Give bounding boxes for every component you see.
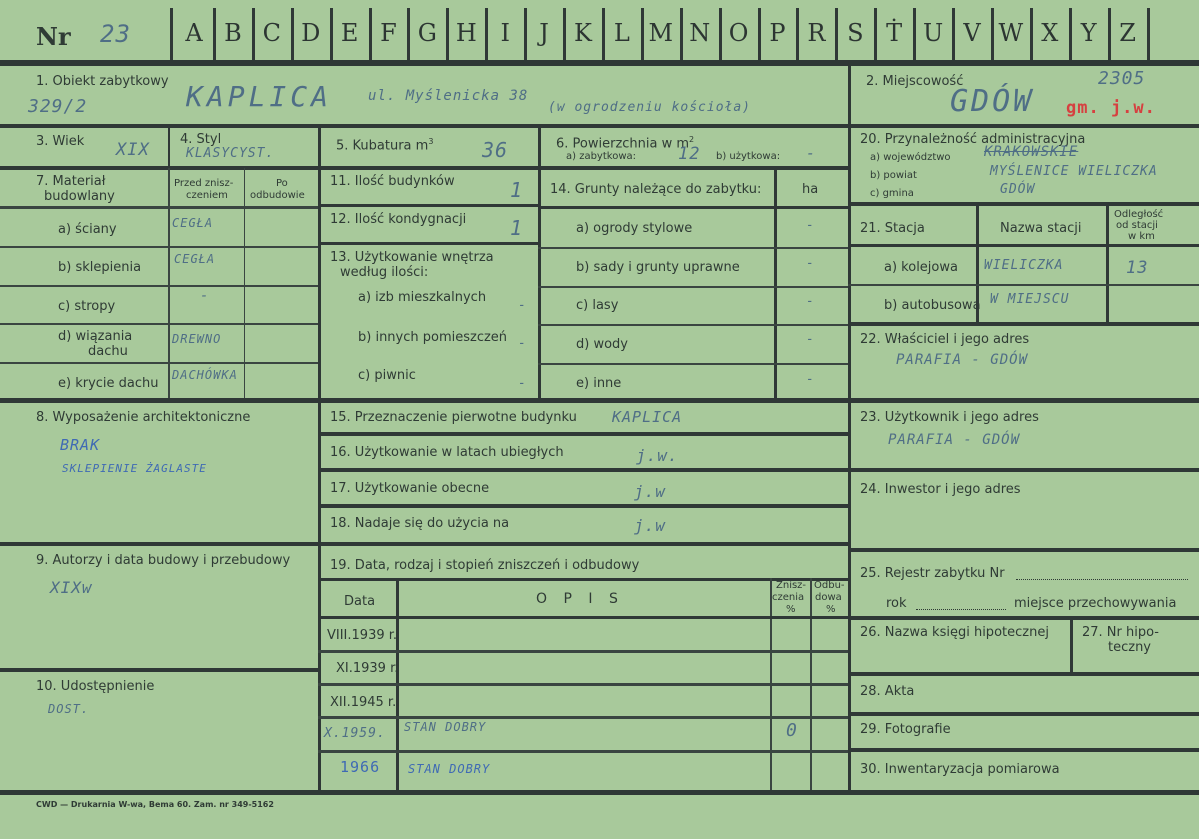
index-letter-24: Z (1119, 19, 1136, 47)
index-letter-9: J (539, 19, 549, 47)
f14-label: 14. Grunty należące do zabytku: (550, 182, 762, 197)
f16-value: j.w. (636, 446, 679, 465)
f7-col2a: Po (276, 178, 288, 189)
f8-label: 8. Wyposażenie architektoniczne (36, 410, 251, 425)
f7-col1b: czeniem (186, 190, 228, 201)
f12-label: 12. Ilość kondygnacji (330, 212, 467, 227)
f7-row-e-value: DACHÓWKA (172, 368, 238, 382)
index-separator (1147, 8, 1150, 60)
f10-label: 10. Udostępnienie (36, 679, 155, 694)
f2-gmina: gm. j.w. (1066, 98, 1156, 118)
f7-label2: budowlany (44, 189, 115, 204)
f19-row1-date: VIII.1939 r. (327, 628, 398, 643)
f7-row-d-label2: dachu (88, 344, 128, 359)
index-letter-18: Ṫ (886, 19, 903, 47)
index-letter-4: E (340, 19, 359, 47)
f21-b-label: b) autobusowa (884, 298, 981, 313)
f7-col2b: odbudowie (250, 190, 305, 201)
f12-value: 1 (510, 216, 524, 240)
f21-a-km: 13 (1126, 258, 1149, 278)
f7-row-a-value: CEGŁA (172, 216, 214, 230)
f7-row-d-value: DREWNO (172, 332, 222, 346)
f16-label: 16. Użytkowanie w latach ubiegłych (330, 445, 564, 460)
index-letter-14: O (728, 19, 749, 47)
f14-unit: ha (802, 182, 819, 197)
index-letter-8: I (500, 19, 510, 47)
index-letter-13: N (689, 19, 711, 47)
f13-b-value: - (518, 336, 527, 351)
index-letter-22: X (1041, 19, 1059, 47)
f13-a-value: - (518, 298, 527, 313)
f6-a-label: a) zabytkowa: (566, 151, 636, 162)
f14-b-value: - (806, 256, 815, 271)
f19-col-opis: O P I S (536, 591, 624, 607)
f19-label: 19. Data, rodzaj i stopień zniszczeń i odbudowy (330, 558, 640, 573)
index-letter-17: S (847, 19, 864, 47)
f20-c-value: GDÓW (1000, 182, 1036, 197)
f1-ref: 329/2 (28, 96, 88, 117)
f23-label: 23. Użytkownik i jego adres (860, 410, 1039, 425)
f10-value: DOST. (48, 702, 90, 716)
f14-d-label: d) wody (576, 337, 628, 352)
f25-miejsce: miejsce przechowywania (1014, 596, 1177, 611)
index-letter-11: L (613, 19, 630, 47)
f13-b-label: b) innych pomieszczeń (358, 330, 508, 345)
f14-c-value: - (806, 294, 815, 309)
f14-a-value: - (806, 218, 815, 233)
f19-col-o1: Odbu- (814, 580, 845, 591)
f13-a-label: a) izb mieszkalnych (358, 290, 487, 305)
f26-label: 26. Nazwa księgi hipotecznej (860, 625, 1049, 640)
f19-row2-date: XI.1939 r. (336, 661, 399, 676)
f19-col-o3: % (826, 604, 836, 615)
f13-c-label: c) piwnic (358, 368, 416, 383)
f17-label: 17. Użytkowanie obecne (330, 481, 490, 496)
f27-label2: teczny (1108, 640, 1151, 655)
f1-value: KAPLICA (186, 80, 333, 113)
f23-value: PARAFIA - GDÓW (888, 432, 1021, 448)
f13-label2: według ilości: (340, 265, 429, 280)
nr-label: Nr (36, 22, 71, 51)
f9-label: 9. Autorzy i data budowy i przebudowy (36, 553, 291, 568)
f13-c-value: - (518, 376, 527, 391)
f7-row-b-value: CEGŁA (174, 252, 216, 266)
f2-value: GDÓW (950, 84, 1035, 119)
f17-value: j.w (634, 482, 666, 501)
f20-b-value: MYŚLENICE WIELICZKA (990, 164, 1158, 179)
f19-col-data: Data (344, 594, 376, 609)
f2-label: 2. Miejscowość (866, 74, 964, 89)
f24-label: 24. Inwestor i jego adres (860, 482, 1021, 497)
f7-row-c-label: c) stropy (58, 299, 116, 314)
f27-label1: 27. Nr hipo- (1082, 625, 1159, 640)
f25-label: 25. Rejestr zabytku Nr (860, 566, 1005, 581)
index-letter-6: G (417, 19, 437, 47)
f13-label1: 13. Użytkowanie wnętrza (330, 250, 494, 265)
index-letter-0: A (185, 19, 203, 47)
f18-value: j.w (634, 516, 666, 535)
index-letter-2: C (262, 19, 281, 47)
f7-row-e-label: e) krycie dachu (58, 376, 159, 391)
f22-value: PARAFIA - GDÓW (896, 352, 1029, 368)
f15-label: 15. Przeznaczenie pierwotne budynku (330, 410, 577, 425)
f14-b-label: b) sady i grunty uprawne (576, 260, 740, 275)
f21-col-d1: Odległość (1114, 209, 1164, 220)
f20-a-label: a) województwo (870, 152, 951, 163)
f21-a-label: a) kolejowa (884, 260, 958, 275)
f7-row-a-label: a) ściany (58, 222, 117, 237)
f3-value: XIX (116, 140, 150, 160)
index-letter-19: U (922, 19, 944, 47)
f30-label: 30. Inwentaryzacja pomiarowa (860, 762, 1060, 777)
f21-b-value: W MIEJSCU (990, 292, 1070, 307)
f7-row-d-label: d) wiązania (58, 329, 133, 344)
f5-value: 36 (482, 138, 509, 162)
f4-value: KLASYCYST. (186, 146, 275, 161)
f21-a-value: WIELICZKA (984, 258, 1064, 273)
f1-street: ul. Myślenicka 38 (368, 88, 529, 104)
f28-label: 28. Akta (860, 684, 915, 699)
f8-line1: BRAK (60, 436, 101, 454)
f14-a-label: a) ogrody stylowe (576, 221, 693, 236)
f14-e-value: - (806, 372, 815, 387)
f20-b-label: b) powiat (870, 170, 917, 181)
f22-label: 22. Właściciel i jego adres (860, 332, 1030, 347)
f7-label1: 7. Materiał (36, 174, 106, 189)
f19-row4-desc: STAN DOBRY (404, 720, 487, 734)
nr-value: 23 (100, 20, 131, 48)
f25-rok: rok (886, 596, 907, 611)
index-letter-3: D (301, 19, 321, 47)
f6-b-value: - (806, 144, 817, 162)
index-letter-15: P (769, 19, 786, 47)
f5-label: 5. Kubatura $m^3$ (336, 137, 434, 154)
printer-footer: CWD — Drukarnia W-wa, Bema 60. Zam. nr 349-5162 (36, 800, 274, 809)
f14-d-value: - (806, 332, 815, 347)
f7-row-c-value: - (200, 288, 210, 304)
f21-col-d3: w km (1128, 231, 1155, 242)
f11-label: 11. Ilość budynków (330, 174, 455, 189)
f14-e-label: e) inne (576, 376, 622, 391)
f9-value: XIXw (50, 578, 93, 597)
f1-note: (w ogrodzeniu kościoła) (548, 100, 752, 115)
index-letter-21: W (998, 19, 1024, 47)
index-letter-12: M (648, 19, 674, 47)
f6-a-value: 12 (678, 144, 701, 164)
f8-line2: SKLEPIENIE ŻAGLASTE (62, 462, 207, 475)
index-letter-10: K (574, 19, 592, 47)
f19-row5-desc: STAN DOBRY (408, 762, 491, 776)
f7-row-b-label: b) sklepienia (58, 260, 142, 275)
f19-col-o2: dowa (815, 592, 842, 603)
index-letter-1: B (224, 19, 242, 47)
f14-c-label: c) lasy (576, 298, 619, 313)
index-letter-7: H (455, 19, 477, 47)
f15-value: KAPLICA (612, 408, 683, 426)
f19-row4-date: X.1959. (324, 726, 386, 741)
index-letter-23: Y (1080, 19, 1097, 47)
f18-label: 18. Nadaje się do użycia na (330, 516, 510, 531)
f6-b-label: b) użytkowa: (716, 151, 781, 162)
index-letter-16: R (807, 19, 826, 47)
f1-label: 1. Obiekt zabytkowy (36, 74, 169, 89)
index-letter-20: V (963, 19, 981, 47)
f20-a-value: KRAKOWSKIE (984, 144, 1079, 160)
f7-col1a: Przed znisz- (174, 178, 234, 189)
f21-col-d2: od stacji (1116, 220, 1158, 231)
f20-label: 20. Przynależność administracyjna (860, 132, 1086, 147)
index-letter-5: F (380, 19, 397, 47)
f11-value: 1 (510, 178, 524, 202)
f19-col-z1: Znisz- (776, 580, 807, 591)
f19-col-z3: % (786, 604, 796, 615)
f19-row5-date: 1966 (340, 758, 381, 776)
f19-col-z2: czenia (772, 592, 805, 603)
f29-label: 29. Fotografie (860, 722, 951, 737)
f6-label: 6. Powierzchnia w $m^2$ (556, 135, 695, 152)
f3-label: 3. Wiek (36, 134, 85, 149)
f20-c-label: c) gmina (870, 188, 914, 199)
f21-label: 21. Stacja (860, 221, 925, 236)
f21-col-name: Nazwa stacji (1000, 221, 1082, 236)
f4-label: 4. Styl (180, 132, 222, 147)
f19-row3-date: XII.1945 r. (330, 695, 397, 710)
f2-code: 2305 (1098, 68, 1146, 89)
f19-row4-z: 0 (786, 720, 798, 741)
